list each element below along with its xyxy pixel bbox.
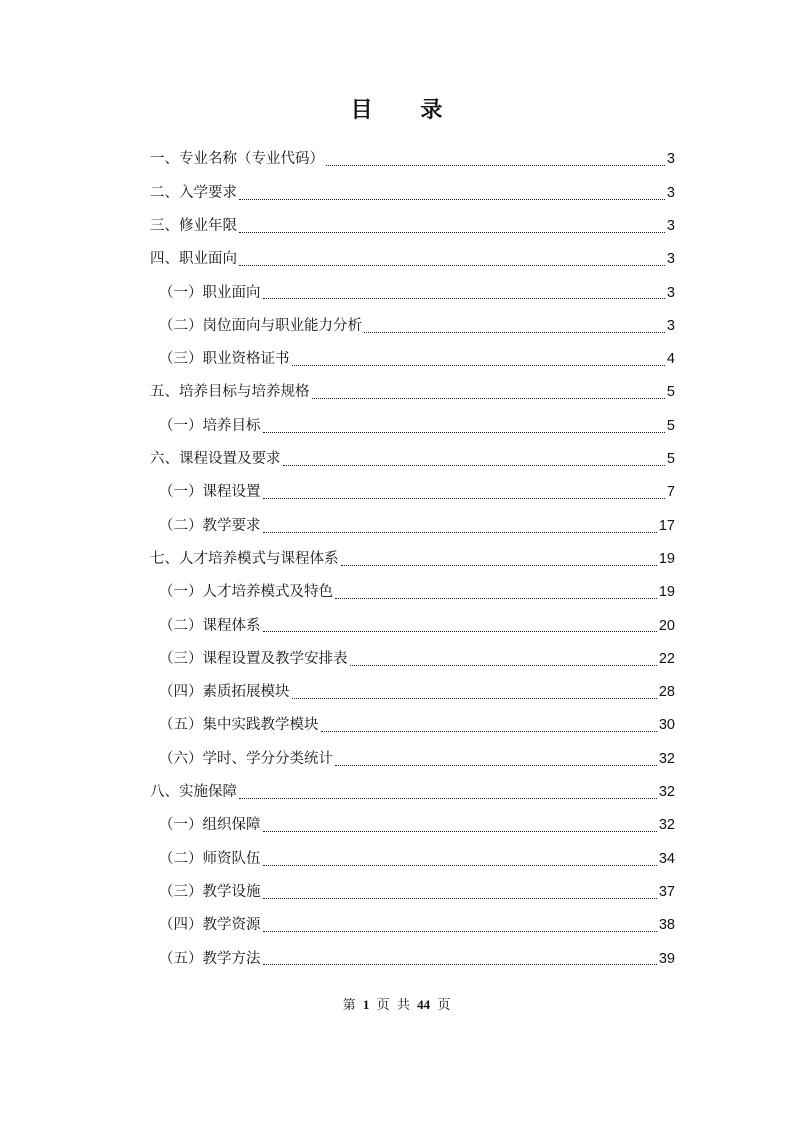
toc-leader-dots bbox=[263, 865, 657, 866]
toc-entry-label: （二）课程体系 bbox=[159, 617, 261, 634]
toc-entry-page-number: 3 bbox=[666, 284, 675, 301]
toc-entry-label: （二）岗位面向与职业能力分析 bbox=[159, 317, 362, 334]
toc-entry-page-number: 19 bbox=[658, 550, 675, 567]
toc-entry[interactable] bbox=[150, 709, 675, 742]
toc-entry[interactable] bbox=[150, 443, 675, 476]
footer-middle: 页 共 bbox=[376, 997, 410, 1012]
toc-entry-page-number: 39 bbox=[658, 950, 675, 967]
toc-leader-dots bbox=[239, 232, 665, 233]
page-title: 目 录 bbox=[350, 98, 463, 123]
toc-entry-page-number: 28 bbox=[658, 684, 675, 701]
toc-entry-label: （一）职业面向 bbox=[159, 284, 261, 301]
toc-entry[interactable] bbox=[150, 942, 675, 975]
toc-entry-page-number: 3 bbox=[666, 151, 675, 168]
toc-entry-label: （五）集中实践教学模块 bbox=[159, 717, 319, 734]
toc-entry-label: （一）组织保障 bbox=[159, 817, 261, 834]
toc-entry-page-number: 3 bbox=[666, 317, 675, 334]
toc-entry-label: （一）培养目标 bbox=[159, 417, 261, 434]
table-of-contents bbox=[150, 143, 675, 975]
toc-entry-label: （二）师资队伍 bbox=[159, 850, 261, 867]
toc-leader-dots bbox=[283, 465, 665, 466]
toc-leader-dots bbox=[263, 931, 657, 932]
toc-entry-label: 八、实施保障 bbox=[150, 784, 237, 801]
toc-leader-dots bbox=[263, 964, 657, 965]
toc-entry[interactable] bbox=[150, 809, 675, 842]
toc-leader-dots bbox=[239, 199, 665, 200]
toc-entry[interactable] bbox=[150, 576, 675, 609]
toc-entry[interactable] bbox=[150, 676, 675, 709]
toc-entry[interactable] bbox=[150, 642, 675, 675]
toc-entry-label: （四）素质拓展模块 bbox=[159, 684, 290, 701]
toc-entry[interactable] bbox=[150, 543, 675, 576]
toc-entry-page-number: 34 bbox=[658, 850, 675, 867]
toc-entry-page-number: 17 bbox=[658, 517, 675, 534]
toc-entry-page-number: 3 bbox=[666, 251, 675, 268]
toc-leader-dots bbox=[335, 765, 657, 766]
toc-entry-label: （三）职业资格证书 bbox=[159, 351, 290, 368]
toc-leader-dots bbox=[341, 565, 657, 566]
toc-leader-dots bbox=[292, 698, 657, 699]
toc-entry[interactable] bbox=[150, 876, 675, 909]
toc-entry[interactable] bbox=[150, 210, 675, 243]
toc-entry-page-number: 3 bbox=[666, 184, 675, 201]
toc-leader-dots bbox=[263, 298, 665, 299]
toc-entry-page-number: 30 bbox=[658, 717, 675, 734]
toc-leader-dots bbox=[321, 731, 657, 732]
toc-entry-page-number: 4 bbox=[666, 351, 675, 368]
toc-entry[interactable] bbox=[150, 609, 675, 642]
toc-entry[interactable] bbox=[150, 343, 675, 376]
toc-entry-label: （四）教学资源 bbox=[159, 917, 261, 934]
toc-entry-page-number: 22 bbox=[658, 650, 675, 667]
footer-total-pages: 44 bbox=[417, 997, 431, 1012]
toc-entry-label: （一）人才培养模式及特色 bbox=[159, 584, 333, 601]
toc-entry-label: 四、职业面向 bbox=[150, 251, 237, 268]
footer-current-page: 1 bbox=[362, 997, 370, 1012]
toc-entry-page-number: 32 bbox=[658, 784, 675, 801]
toc-entry-page-number: 3 bbox=[666, 217, 675, 234]
page-footer bbox=[0, 994, 793, 1013]
toc-leader-dots bbox=[364, 332, 665, 333]
toc-entry[interactable] bbox=[150, 376, 675, 409]
toc-entry-page-number: 20 bbox=[658, 617, 675, 634]
toc-entry-label: （三）教学设施 bbox=[159, 883, 261, 900]
toc-leader-dots bbox=[263, 432, 665, 433]
toc-entry-page-number: 38 bbox=[658, 917, 675, 934]
footer-suffix: 页 bbox=[437, 997, 451, 1012]
toc-leader-dots bbox=[263, 498, 665, 499]
toc-entry-label: 六、课程设置及要求 bbox=[150, 451, 281, 468]
toc-entry-page-number: 32 bbox=[658, 817, 675, 834]
toc-entry[interactable] bbox=[150, 742, 675, 775]
toc-leader-dots bbox=[239, 265, 665, 266]
toc-entry-label: 二、入学要求 bbox=[150, 184, 237, 201]
toc-leader-dots bbox=[263, 831, 657, 832]
toc-entry[interactable] bbox=[150, 842, 675, 875]
toc-entry[interactable] bbox=[150, 476, 675, 509]
toc-entry-page-number: 7 bbox=[666, 484, 675, 501]
toc-entry[interactable] bbox=[150, 176, 675, 209]
toc-entry-label: 一、专业名称（专业代码） bbox=[150, 151, 324, 168]
toc-entry-page-number: 5 bbox=[666, 384, 675, 401]
toc-leader-dots bbox=[263, 532, 657, 533]
toc-entry-page-number: 37 bbox=[658, 883, 675, 900]
toc-entry-page-number: 19 bbox=[658, 584, 675, 601]
toc-leader-dots bbox=[350, 665, 657, 666]
toc-entry[interactable] bbox=[150, 409, 675, 442]
toc-entry-page-number: 5 bbox=[666, 451, 675, 468]
toc-entry-label: （六）学时、学分分类统计 bbox=[159, 750, 333, 767]
toc-entry[interactable] bbox=[150, 243, 675, 276]
toc-entry-label: （三）课程设置及教学安排表 bbox=[159, 650, 348, 667]
toc-entry-label: （五）教学方法 bbox=[159, 950, 261, 967]
toc-entry-label: （一）课程设置 bbox=[159, 484, 261, 501]
toc-entry-page-number: 5 bbox=[666, 417, 675, 434]
toc-leader-dots bbox=[312, 398, 665, 399]
toc-leader-dots bbox=[292, 365, 665, 366]
toc-entry[interactable] bbox=[150, 776, 675, 809]
toc-leader-dots bbox=[263, 898, 657, 899]
toc-leader-dots bbox=[239, 798, 657, 799]
toc-entry[interactable] bbox=[150, 309, 675, 342]
toc-leader-dots bbox=[335, 598, 657, 599]
toc-entry[interactable] bbox=[150, 509, 675, 542]
toc-entry-label: 五、培养目标与培养规格 bbox=[150, 384, 310, 401]
toc-leader-dots bbox=[263, 631, 657, 632]
toc-entry-label: （二）教学要求 bbox=[159, 517, 261, 534]
toc-entry-label: 三、修业年限 bbox=[150, 217, 237, 234]
toc-leader-dots bbox=[326, 165, 665, 166]
toc-entry[interactable] bbox=[150, 909, 675, 942]
toc-entry[interactable] bbox=[150, 143, 675, 176]
toc-entry[interactable] bbox=[150, 276, 675, 309]
toc-entry-label: 七、人才培养模式与课程体系 bbox=[150, 550, 339, 567]
toc-entry-page-number: 32 bbox=[658, 750, 675, 767]
footer-prefix: 第 bbox=[342, 997, 356, 1012]
